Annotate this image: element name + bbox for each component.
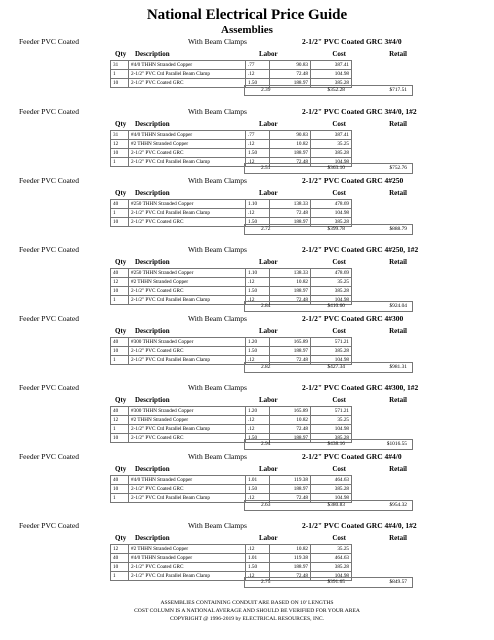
column-header-labor: Labor xyxy=(259,189,278,197)
section-type: Feeder PVC Coated xyxy=(19,383,79,392)
item-description: #4/0 THHN Stranded Copper xyxy=(129,554,246,563)
column-header-qty: Qty xyxy=(115,534,127,542)
item-description: 2-1/2" PVC Ctd Parallel Beam Clamp xyxy=(129,158,246,167)
item-cost: 188.97 xyxy=(270,287,311,296)
item-labor: .12 xyxy=(246,425,270,434)
column-headers xyxy=(0,119,494,129)
section-title: 2-1/2" PVC Coated GRC 4#250 xyxy=(302,176,404,185)
item-labor: .12 xyxy=(246,158,270,167)
item-description: 2-1/2" PVC Ctd Parallel Beam Clamp xyxy=(129,296,246,305)
item-qty: 10 xyxy=(111,347,129,356)
section-mounting: With Beam Clamps xyxy=(188,521,247,530)
item-labor: 1.50 xyxy=(246,563,270,572)
section-title: 2-1/2" PVC Coated GRC 4#300 xyxy=(302,314,404,323)
total-cost: $399.78 xyxy=(327,226,345,232)
item-cost: 188.97 xyxy=(270,79,311,88)
item-description: 2-1/2" PVC Coated GRC xyxy=(129,79,246,88)
section-type: Feeder PVC Coated xyxy=(19,452,79,461)
items-table xyxy=(110,406,352,443)
table-row xyxy=(111,347,352,356)
item-description: #300 THHN Stranded Copper xyxy=(129,407,246,416)
total-retail: $888.79 xyxy=(389,226,407,232)
items-table xyxy=(110,60,352,88)
column-header-labor: Labor xyxy=(259,327,278,335)
assembly-sections xyxy=(0,36,494,589)
total-labor: 2.84 xyxy=(261,303,271,309)
item-qty: 10 xyxy=(111,485,129,494)
item-qty: 1 xyxy=(111,70,129,79)
column-header-labor: Labor xyxy=(259,258,278,266)
item-qty: 10 xyxy=(111,218,129,227)
table-row xyxy=(111,61,352,70)
column-header-cost: Cost xyxy=(332,534,346,542)
footer-note-cost: COST COLUMN IS A NATIONAL AVERAGE AND SHOULD BE VERIFIED FOR YOUR AREA xyxy=(134,608,360,614)
item-labor: 1.50 xyxy=(246,218,270,227)
table-row xyxy=(111,209,352,218)
page-title: National Electrical Price Guide xyxy=(146,7,348,23)
item-cost: 10.82 xyxy=(270,545,311,554)
column-header-retail: Retail xyxy=(389,327,407,335)
item-qty: 31 xyxy=(111,131,129,140)
table-row xyxy=(111,338,352,347)
column-header-qty: Qty xyxy=(115,189,127,197)
section-mounting: With Beam Clamps xyxy=(188,37,247,46)
item-retail: 387.41 xyxy=(311,131,352,140)
table-row xyxy=(111,563,352,572)
item-retail: 385.28 xyxy=(311,79,352,88)
item-retail: 385.28 xyxy=(311,434,352,443)
item-retail: 104.98 xyxy=(311,158,352,167)
table-row xyxy=(111,287,352,296)
assembly-section xyxy=(0,36,494,106)
item-description: 2-1/2" PVC Coated GRC xyxy=(129,434,246,443)
item-labor: 1.10 xyxy=(246,269,270,278)
item-qty: 1 xyxy=(111,425,129,434)
items-table xyxy=(110,130,352,167)
item-labor: 1.20 xyxy=(246,338,270,347)
section-type: Feeder PVC Coated xyxy=(19,107,79,116)
item-retail: 385.28 xyxy=(311,347,352,356)
section-mounting: With Beam Clamps xyxy=(188,245,247,254)
items-table xyxy=(110,544,352,581)
column-header-description: Description xyxy=(135,396,170,404)
item-labor: .12 xyxy=(246,545,270,554)
item-labor: .12 xyxy=(246,572,270,581)
table-row xyxy=(111,425,352,434)
item-retail: 104.98 xyxy=(311,296,352,305)
item-retail: 385.28 xyxy=(311,563,352,572)
item-qty: 40 xyxy=(111,200,129,209)
column-header-retail: Retail xyxy=(389,189,407,197)
item-description: #2 THHN Stranded Copper xyxy=(129,278,246,287)
item-description: #2 THHN Stranded Copper xyxy=(129,140,246,149)
item-retail: 464.63 xyxy=(311,476,352,485)
item-labor: 1.50 xyxy=(246,347,270,356)
total-cost: $352.28 xyxy=(327,87,345,93)
item-description: 2-1/2" PVC Ctd Parallel Beam Clamp xyxy=(129,572,246,581)
table-row xyxy=(111,278,352,287)
assembly-section xyxy=(0,382,494,451)
total-retail: $717.51 xyxy=(389,87,407,93)
item-cost: 72.48 xyxy=(270,209,311,218)
item-cost: 188.97 xyxy=(270,563,311,572)
table-row xyxy=(111,407,352,416)
total-labor: 2.94 xyxy=(261,441,271,447)
item-labor: .12 xyxy=(246,70,270,79)
item-labor: .12 xyxy=(246,416,270,425)
column-header-description: Description xyxy=(135,327,170,335)
item-labor: 1.01 xyxy=(246,554,270,563)
item-labor: 1.01 xyxy=(246,476,270,485)
column-header-labor: Labor xyxy=(259,396,278,404)
item-description: #4/0 THHN Stranded Copper xyxy=(129,131,246,140)
item-qty: 40 xyxy=(111,338,129,347)
item-qty: 10 xyxy=(111,287,129,296)
column-header-labor: Labor xyxy=(259,534,278,542)
total-cost: $391.65 xyxy=(327,579,345,585)
item-labor: 1.20 xyxy=(246,407,270,416)
item-cost: 10.82 xyxy=(270,278,311,287)
total-retail: $752.76 xyxy=(389,165,407,171)
item-cost: 10.82 xyxy=(270,416,311,425)
column-header-retail: Retail xyxy=(389,534,407,542)
column-header-retail: Retail xyxy=(389,396,407,404)
item-description: #2 THHN Stranded Copper xyxy=(129,416,246,425)
column-header-retail: Retail xyxy=(389,50,407,58)
assembly-section xyxy=(0,175,494,244)
column-headers xyxy=(0,49,494,59)
item-description: #2 THHN Stranded Copper xyxy=(129,545,246,554)
footer-copyright: COPYRIGHT @ 1996-2019 by ELECTRICAL RESOURCES, INC. xyxy=(169,616,324,622)
item-retail: 104.98 xyxy=(311,494,352,503)
total-cost: $380.83 xyxy=(327,502,345,508)
column-header-description: Description xyxy=(135,258,170,266)
total-labor: 2.39 xyxy=(261,87,271,93)
column-header-qty: Qty xyxy=(115,258,127,266)
column-header-cost: Cost xyxy=(332,120,346,128)
item-qty: 10 xyxy=(111,149,129,158)
section-type: Feeder PVC Coated xyxy=(19,176,79,185)
section-type: Feeder PVC Coated xyxy=(19,314,79,323)
column-header-cost: Cost xyxy=(332,189,346,197)
section-header xyxy=(0,382,494,393)
table-row xyxy=(111,416,352,425)
section-header xyxy=(0,36,494,47)
total-retail: $954.32 xyxy=(389,502,407,508)
item-labor: 1.50 xyxy=(246,287,270,296)
item-qty: 1 xyxy=(111,494,129,503)
item-qty: 40 xyxy=(111,554,129,563)
item-qty: 1 xyxy=(111,209,129,218)
section-total-row xyxy=(244,224,413,235)
item-cost: 72.48 xyxy=(270,70,311,79)
column-header-cost: Cost xyxy=(332,396,346,404)
total-retail: $849.57 xyxy=(389,579,407,585)
column-header-cost: Cost xyxy=(332,327,346,335)
item-qty: 12 xyxy=(111,140,129,149)
section-total-row xyxy=(244,362,413,373)
item-cost: 119.38 xyxy=(270,554,311,563)
section-mounting: With Beam Clamps xyxy=(188,383,247,392)
item-labor: .12 xyxy=(246,494,270,503)
column-header-description: Description xyxy=(135,465,170,473)
item-labor: .12 xyxy=(246,356,270,365)
item-description: 2-1/2" PVC Ctd Parallel Beam Clamp xyxy=(129,425,246,434)
item-retail: 104.98 xyxy=(311,572,352,581)
column-headers xyxy=(0,533,494,543)
total-labor: 2.51 xyxy=(261,165,271,171)
section-mounting: With Beam Clamps xyxy=(188,314,247,323)
column-headers xyxy=(0,326,494,336)
total-retail: $924.04 xyxy=(389,303,407,309)
item-description: #250 THHN Stranded Copper xyxy=(129,200,246,209)
table-row xyxy=(111,554,352,563)
item-description: 2-1/2" PVC Coated GRC xyxy=(129,485,246,494)
item-description: 2-1/2" PVC Ctd Parallel Beam Clamp xyxy=(129,494,246,503)
section-type: Feeder PVC Coated xyxy=(19,37,79,46)
item-labor: .12 xyxy=(246,296,270,305)
total-cost: $363.10 xyxy=(327,165,345,171)
item-cost: 165.89 xyxy=(270,338,311,347)
item-description: 2-1/2" PVC Coated GRC xyxy=(129,149,246,158)
total-retail: $981.31 xyxy=(389,364,407,370)
column-header-labor: Labor xyxy=(259,50,278,58)
item-labor: 1.50 xyxy=(246,79,270,88)
item-cost: 72.48 xyxy=(270,356,311,365)
item-retail: 35.25 xyxy=(311,545,352,554)
total-cost: $410.60 xyxy=(327,303,345,309)
item-qty: 12 xyxy=(111,416,129,425)
table-row xyxy=(111,476,352,485)
items-table xyxy=(110,475,352,503)
column-header-cost: Cost xyxy=(332,465,346,473)
item-qty: 40 xyxy=(111,476,129,485)
item-description: #250 THHN Stranded Copper xyxy=(129,269,246,278)
column-header-retail: Retail xyxy=(389,258,407,266)
item-description: 2-1/2" PVC Coated GRC xyxy=(129,347,246,356)
item-labor: .77 xyxy=(246,131,270,140)
column-header-description: Description xyxy=(135,120,170,128)
item-qty: 1 xyxy=(111,158,129,167)
column-headers xyxy=(0,395,494,405)
item-qty: 12 xyxy=(111,545,129,554)
item-cost: 72.48 xyxy=(270,425,311,434)
section-total-row xyxy=(244,85,413,96)
table-row xyxy=(111,269,352,278)
section-total-row xyxy=(244,163,413,174)
item-cost: 165.89 xyxy=(270,407,311,416)
assembly-section xyxy=(0,313,494,382)
item-retail: 571.21 xyxy=(311,338,352,347)
footer-note-lengths: ASSEMBLIES CONTAINING CONDUIT ARE BASED ON 10' LENGTHS xyxy=(160,600,334,606)
item-qty: 1 xyxy=(111,572,129,581)
item-cost: 10.82 xyxy=(270,140,311,149)
item-retail: 464.63 xyxy=(311,554,352,563)
item-description: 2-1/2" PVC Ctd Parallel Beam Clamp xyxy=(129,209,246,218)
total-cost: $427.34 xyxy=(327,364,345,370)
item-retail: 387.41 xyxy=(311,61,352,70)
section-total-row xyxy=(244,301,413,312)
column-header-cost: Cost xyxy=(332,50,346,58)
page-subtitle: Assemblies xyxy=(221,24,273,36)
section-mounting: With Beam Clamps xyxy=(188,452,247,461)
item-qty: 1 xyxy=(111,356,129,365)
table-row xyxy=(111,149,352,158)
item-cost: 188.97 xyxy=(270,347,311,356)
item-qty: 10 xyxy=(111,79,129,88)
item-qty: 1 xyxy=(111,296,129,305)
item-retail: 35.25 xyxy=(311,416,352,425)
item-description: 2-1/2" PVC Coated GRC xyxy=(129,287,246,296)
item-cost: 72.48 xyxy=(270,158,311,167)
item-description: #4/0 THHN Stranded Copper xyxy=(129,476,246,485)
item-cost: 72.48 xyxy=(270,494,311,503)
item-labor: .77 xyxy=(246,61,270,70)
item-retail: 35.25 xyxy=(311,140,352,149)
item-retail: 385.28 xyxy=(311,149,352,158)
section-total-row xyxy=(244,577,413,588)
item-retail: 104.98 xyxy=(311,425,352,434)
column-header-qty: Qty xyxy=(115,50,127,58)
section-mounting: With Beam Clamps xyxy=(188,107,247,116)
item-labor: 1.50 xyxy=(246,149,270,158)
section-title: 2-1/2" PVC Coated GRC 4#250, 1#2 xyxy=(302,245,419,254)
table-row xyxy=(111,485,352,494)
item-labor: 1.50 xyxy=(246,485,270,494)
column-header-qty: Qty xyxy=(115,327,127,335)
column-header-labor: Labor xyxy=(259,120,278,128)
item-cost: 138.33 xyxy=(270,269,311,278)
items-table xyxy=(110,199,352,227)
column-header-qty: Qty xyxy=(115,396,127,404)
item-cost: 188.97 xyxy=(270,218,311,227)
column-header-description: Description xyxy=(135,189,170,197)
section-type: Feeder PVC Coated xyxy=(19,245,79,254)
item-qty: 10 xyxy=(111,563,129,572)
item-description: 2-1/2" PVC Coated GRC xyxy=(129,218,246,227)
table-row xyxy=(111,70,352,79)
item-cost: 90.83 xyxy=(270,61,311,70)
assembly-section xyxy=(0,520,494,589)
item-cost: 188.97 xyxy=(270,485,311,494)
item-qty: 12 xyxy=(111,278,129,287)
item-retail: 104.98 xyxy=(311,356,352,365)
item-retail: 35.25 xyxy=(311,278,352,287)
item-cost: 119.38 xyxy=(270,476,311,485)
item-cost: 72.48 xyxy=(270,296,311,305)
items-table xyxy=(110,268,352,305)
item-retail: 478.69 xyxy=(311,269,352,278)
section-header xyxy=(0,106,494,117)
page-footer xyxy=(0,599,494,623)
item-retail: 104.98 xyxy=(311,70,352,79)
assembly-section xyxy=(0,106,494,175)
column-header-qty: Qty xyxy=(115,465,127,473)
column-header-labor: Labor xyxy=(259,465,278,473)
section-total-row xyxy=(244,500,413,511)
section-title: 2-1/2" PVC Coated GRC 4#4/0, 1#2 xyxy=(302,521,417,530)
item-qty: 40 xyxy=(111,407,129,416)
total-labor: 2.72 xyxy=(261,226,271,232)
total-labor: 2.63 xyxy=(261,502,271,508)
item-labor: .12 xyxy=(246,140,270,149)
item-cost: 72.48 xyxy=(270,572,311,581)
column-header-cost: Cost xyxy=(332,258,346,266)
item-qty: 40 xyxy=(111,269,129,278)
total-labor: 2.75 xyxy=(261,579,271,585)
item-retail: 385.28 xyxy=(311,287,352,296)
section-type: Feeder PVC Coated xyxy=(19,521,79,530)
section-header xyxy=(0,451,494,462)
item-labor: 1.10 xyxy=(246,200,270,209)
table-row xyxy=(111,140,352,149)
section-header xyxy=(0,244,494,255)
column-headers xyxy=(0,464,494,474)
item-retail: 478.69 xyxy=(311,200,352,209)
column-headers xyxy=(0,257,494,267)
column-header-retail: Retail xyxy=(389,465,407,473)
item-description: 2-1/2" PVC Ctd Parallel Beam Clamp xyxy=(129,70,246,79)
column-header-retail: Retail xyxy=(389,120,407,128)
item-qty: 31 xyxy=(111,61,129,70)
section-title: 2-1/2" PVC Coated GRC 3#4/0 xyxy=(302,37,402,46)
item-cost: 188.97 xyxy=(270,149,311,158)
item-labor: .12 xyxy=(246,278,270,287)
item-description: 2-1/2" PVC Ctd Parallel Beam Clamp xyxy=(129,356,246,365)
total-retail: $1016.55 xyxy=(386,441,407,447)
column-header-description: Description xyxy=(135,50,170,58)
section-title: 2-1/2" PVC Coated GRC 4#4/0 xyxy=(302,452,402,461)
items-table xyxy=(110,337,352,365)
section-title: 2-1/2" PVC Coated GRC 4#300, 1#2 xyxy=(302,383,419,392)
item-retail: 104.98 xyxy=(311,209,352,218)
section-header xyxy=(0,520,494,531)
column-headers xyxy=(0,188,494,198)
item-description: 2-1/2" PVC Coated GRC xyxy=(129,563,246,572)
item-retail: 385.28 xyxy=(311,485,352,494)
assembly-section xyxy=(0,244,494,313)
section-header xyxy=(0,175,494,186)
column-header-qty: Qty xyxy=(115,120,127,128)
section-total-row xyxy=(244,439,413,450)
item-labor: .12 xyxy=(246,209,270,218)
item-retail: 571.21 xyxy=(311,407,352,416)
item-description: #4/0 THHN Stranded Copper xyxy=(129,61,246,70)
item-description: #300 THHN Stranded Copper xyxy=(129,338,246,347)
item-cost: 138.33 xyxy=(270,200,311,209)
item-cost: 188.97 xyxy=(270,434,311,443)
total-cost: $438.16 xyxy=(327,441,345,447)
section-mounting: With Beam Clamps xyxy=(188,176,247,185)
total-labor: 2.82 xyxy=(261,364,271,370)
item-labor: 1.50 xyxy=(246,434,270,443)
table-row xyxy=(111,200,352,209)
column-header-description: Description xyxy=(135,534,170,542)
section-header xyxy=(0,313,494,324)
table-row xyxy=(111,131,352,140)
item-qty: 10 xyxy=(111,434,129,443)
assembly-section xyxy=(0,451,494,520)
table-row xyxy=(111,545,352,554)
item-cost: 90.83 xyxy=(270,131,311,140)
item-retail: 385.28 xyxy=(311,218,352,227)
section-title: 2-1/2" PVC Coated GRC 3#4/0, 1#2 xyxy=(302,107,417,116)
